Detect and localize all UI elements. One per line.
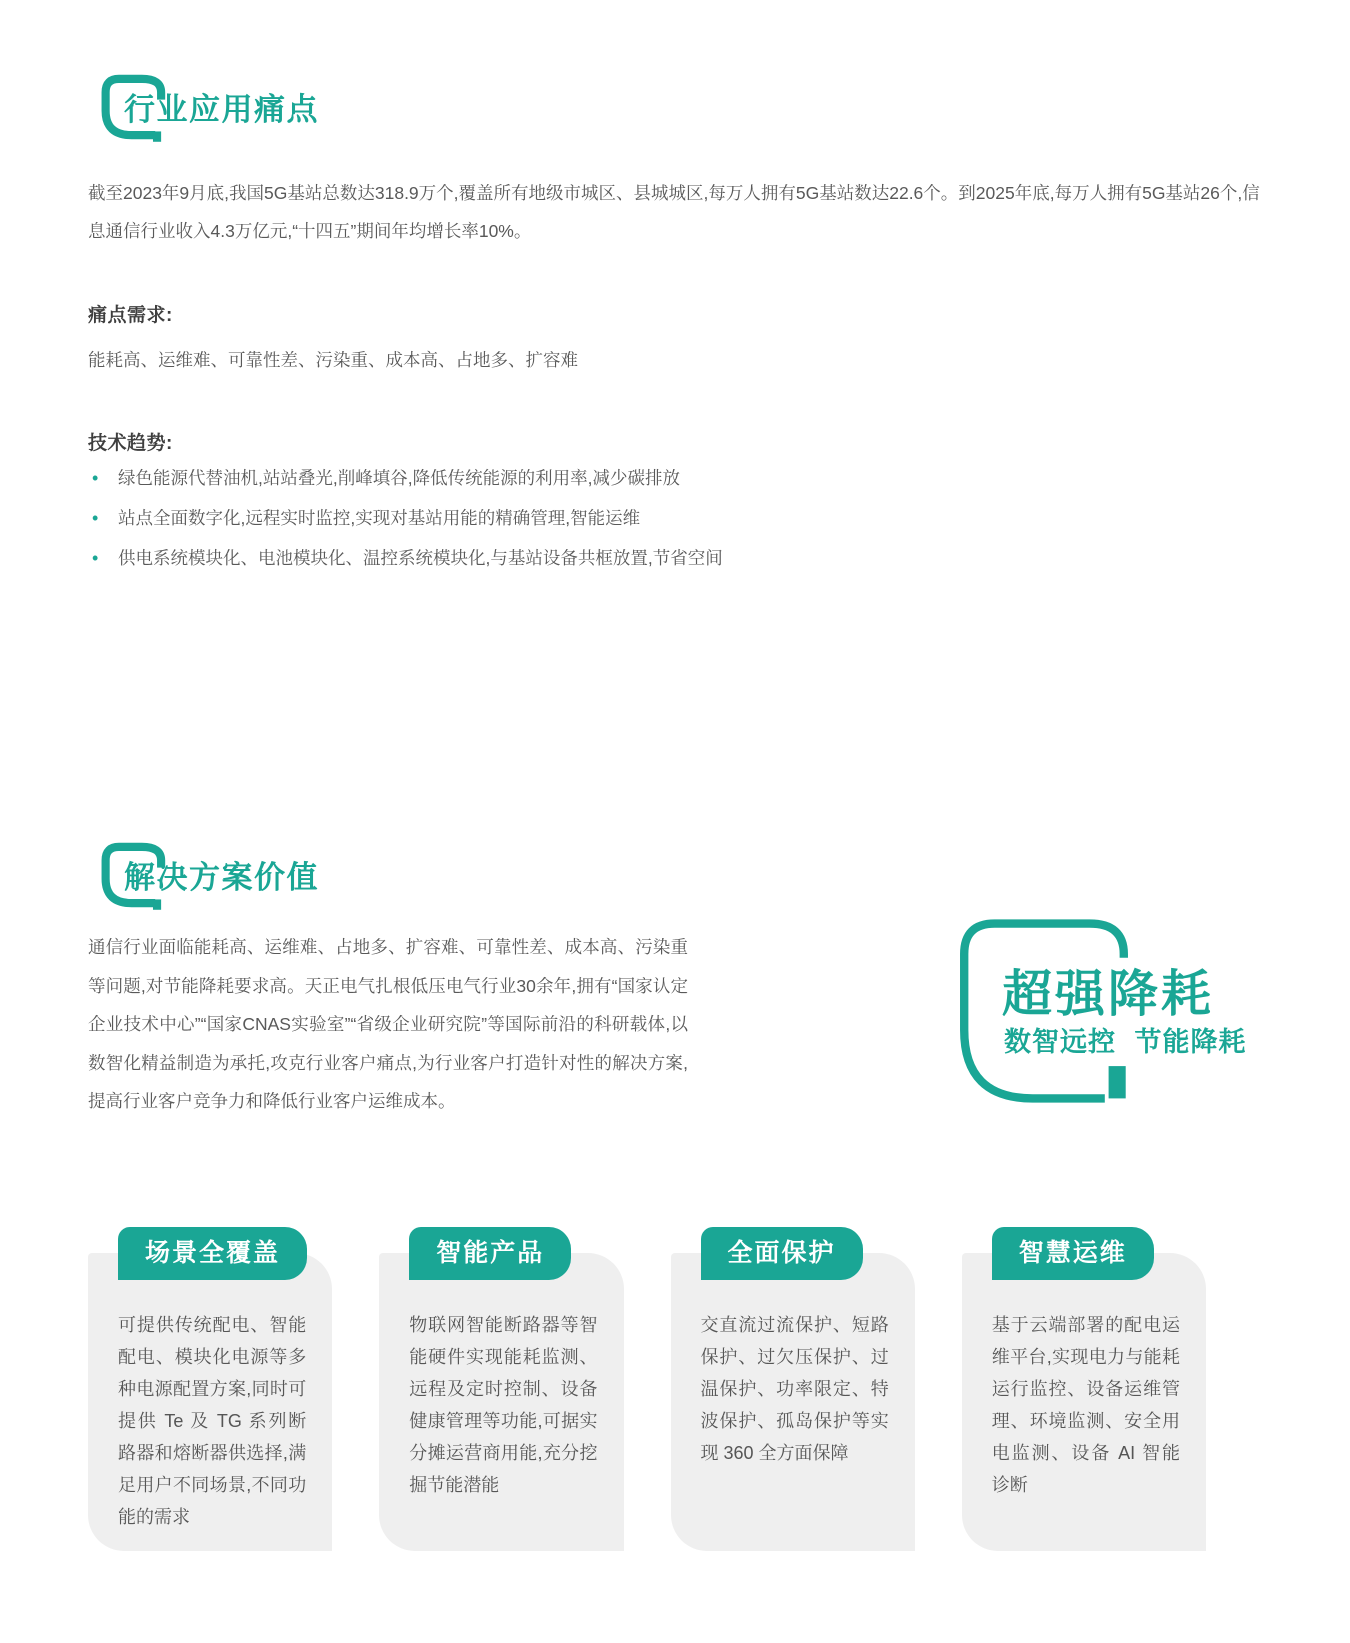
- section-header-pain: [96, 68, 516, 168]
- card-body-text: 交直流过流保护、短路保护、过欠压保护、过温保护、功率限定、特波保护、孤岛保护等实现 360 全方面保障: [700, 1315, 889, 1463]
- section-header-value: [96, 836, 516, 936]
- card-body-box: [671, 1253, 915, 1551]
- card-body-box: [88, 1253, 332, 1551]
- card-body-box: [379, 1253, 623, 1551]
- feature-card: [962, 1227, 1206, 1551]
- list-item: [88, 458, 988, 498]
- feature-cards-row: [88, 1227, 1206, 1551]
- pain-demand-text: 能耗高、运维难、可靠性差、污染重、成本高、占地多、扩容难: [88, 350, 578, 370]
- intro-paragraph: 截至2023年9月底,我国5G基站总数达318.9万个,覆盖所有地级市城区、县城城区,每万人拥有5G基站数达22.6个。到2025年底,每万人拥有5G基站26个,信息通信行业收入4.3万亿元,“十四五”期间年均增长率10%。: [88, 183, 1260, 241]
- feature-card: [671, 1227, 915, 1551]
- card-body-text: 可提供传统配电、智能配电、模块化电源等多种电源配置方案,同时可提供 Te 及 TG 系列断路器和熔断器供选择,满足用户不同场景,不同功能的需求: [118, 1315, 307, 1527]
- card-body-box: [962, 1253, 1206, 1551]
- card-body-text: 基于云端部署的配电运维平台,实现电力与能耗运行监控、设备运维管理、环境监测、安全用电监测、设备 AI 智能诊断: [991, 1315, 1180, 1495]
- card-title-badge: 场景全覆盖: [118, 1227, 307, 1280]
- card-title-badge: 全面保护: [701, 1227, 863, 1280]
- card-title-badge: 智慧运维: [992, 1227, 1154, 1280]
- callout-subtitle: 数智远控 节能降耗: [1004, 1027, 1247, 1057]
- pain-demand-label: 痛点需求:: [88, 305, 173, 326]
- bullet-dot-icon: •: [92, 508, 99, 528]
- section-title: 解决方案价值: [124, 860, 319, 895]
- list-item-text: 站点全面数字化,远程实时监控,实现对基站用能的精确管理,智能运维: [118, 508, 641, 528]
- section-title: 行业应用痛点: [124, 92, 319, 127]
- callout-banner: [948, 916, 1350, 1126]
- list-item: [88, 498, 988, 538]
- list-item-text: 绿色能源代替油机,站站叠光,削峰填谷,降低传统能源的利用率,减少碳排放: [118, 468, 680, 488]
- card-body-text: 物联网智能断路器等智能硬件实现能耗监测、远程及定时控制、设备健康管理等功能,可据实分摊运营商用能,充分挖掘节能潜能: [409, 1315, 598, 1495]
- list-item-text: 供电系统模块化、电池模块化、温控系统模块化,与基站设备共框放置,节省空间: [118, 548, 723, 568]
- value-paragraph: 通信行业面临能耗高、运维难、占地多、扩容难、可靠性差、成本高、污染重等问题,对节能降耗要求高。天正电气扎根低压电气行业30余年,拥有“国家认定企业技术中心”“国家CNAS实验室”“省级企业研究院”等国际前沿的科研载体,以数智化精益制造为承托,攻克行业客户痛点,为行业客户打造针对性的解决方案,提高行业客户竞争力和降低行业客户运维成本。: [88, 937, 688, 1111]
- callout-title: 超强降耗: [1002, 966, 1214, 1022]
- card-title-badge: 智能产品: [409, 1227, 571, 1280]
- bullet-dot-icon: •: [92, 468, 99, 488]
- feature-card: [379, 1227, 623, 1551]
- feature-card: [88, 1227, 332, 1551]
- tech-trend-list: [88, 458, 988, 578]
- list-item: [88, 538, 988, 578]
- tech-trend-label: 技术趋势:: [88, 433, 173, 454]
- bullet-dot-icon: •: [92, 548, 99, 568]
